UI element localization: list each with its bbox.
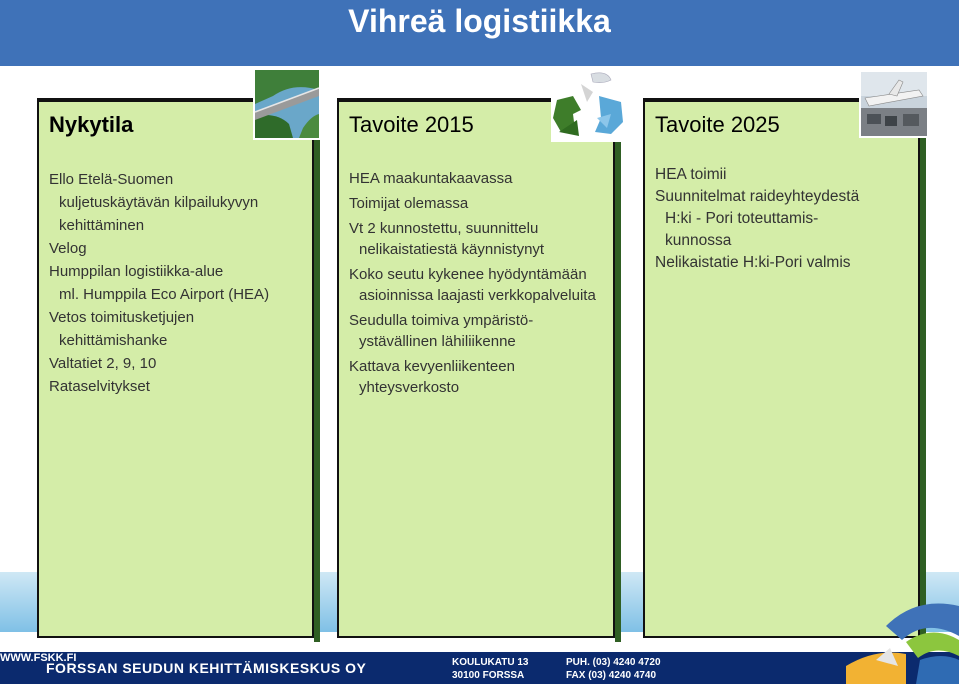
organization-name: FORSSAN SEUDUN KEHITTÄMISKESKUS OY [46,660,367,676]
list-item: HEA toimii [655,166,727,183]
panel-list [655,164,910,274]
footer-address: KOULUKATU 13 30100 FORSSA [452,657,529,681]
list-item: Velog [49,240,87,257]
website-link[interactable]: WWW.FSKK.FI [0,652,77,664]
fskk-logo [846,596,959,684]
list-item: Nelikaistatie H:ki-Pori valmis [655,254,851,271]
recycle-icon [551,70,626,142]
title-bar [0,0,959,66]
panel-heading: Tavoite 2015 [349,112,474,137]
list-item: Koko seutu kykenee hyödyntämään asioinnissa laajasti verkkopalveluita [349,266,596,304]
panel-nykytila [37,98,314,638]
panel-tavoite-2015 [337,98,615,638]
list-item: HEA maakuntakaavassa [349,170,513,187]
panel-heading: Nykytila [49,112,134,137]
panel-list [49,168,304,398]
list-item: Kattava kevyenliikenteen yhteysverkosto [349,358,515,396]
bridge-photo [253,68,321,140]
list-item: Suunnitelmat raideyhteydestä H:ki - Pori toteuttamis- kunnossa [655,188,860,249]
list-item: Valtatiet 2, 9, 10 [49,355,157,372]
list-item: Toimijat olemassa [349,195,469,212]
list-item: Humppilan logistiikka-alue ml. Humppila Eco Airport (HEA) [49,263,270,303]
list-item: Seudulla toimiva ympäristö- ystävällinen lähiliikenne [349,312,534,350]
page-title: Vihreä logistiikka [348,3,611,39]
list-item: Vt 2 kunnostettu, suunnittelu nelikaistatiestä käynnistynyt [349,220,545,258]
panel-list [349,168,605,402]
panel-tavoite-2025 [643,98,920,638]
list-item: Ello Etelä-Suomen kuljetuskäytävän kilpailukyvyn kehittäminen [49,171,259,234]
list-item: Rataselvitykset [49,378,150,395]
list-item: Vetos toimitusketjujen kehittämishanke [49,309,195,349]
footer-contact: PUH. (03) 4240 4720 FAX (03) 4240 4740 [566,657,661,681]
footer [0,652,959,684]
airport-photo [859,70,929,138]
panel-heading: Tavoite 2025 [655,112,780,137]
